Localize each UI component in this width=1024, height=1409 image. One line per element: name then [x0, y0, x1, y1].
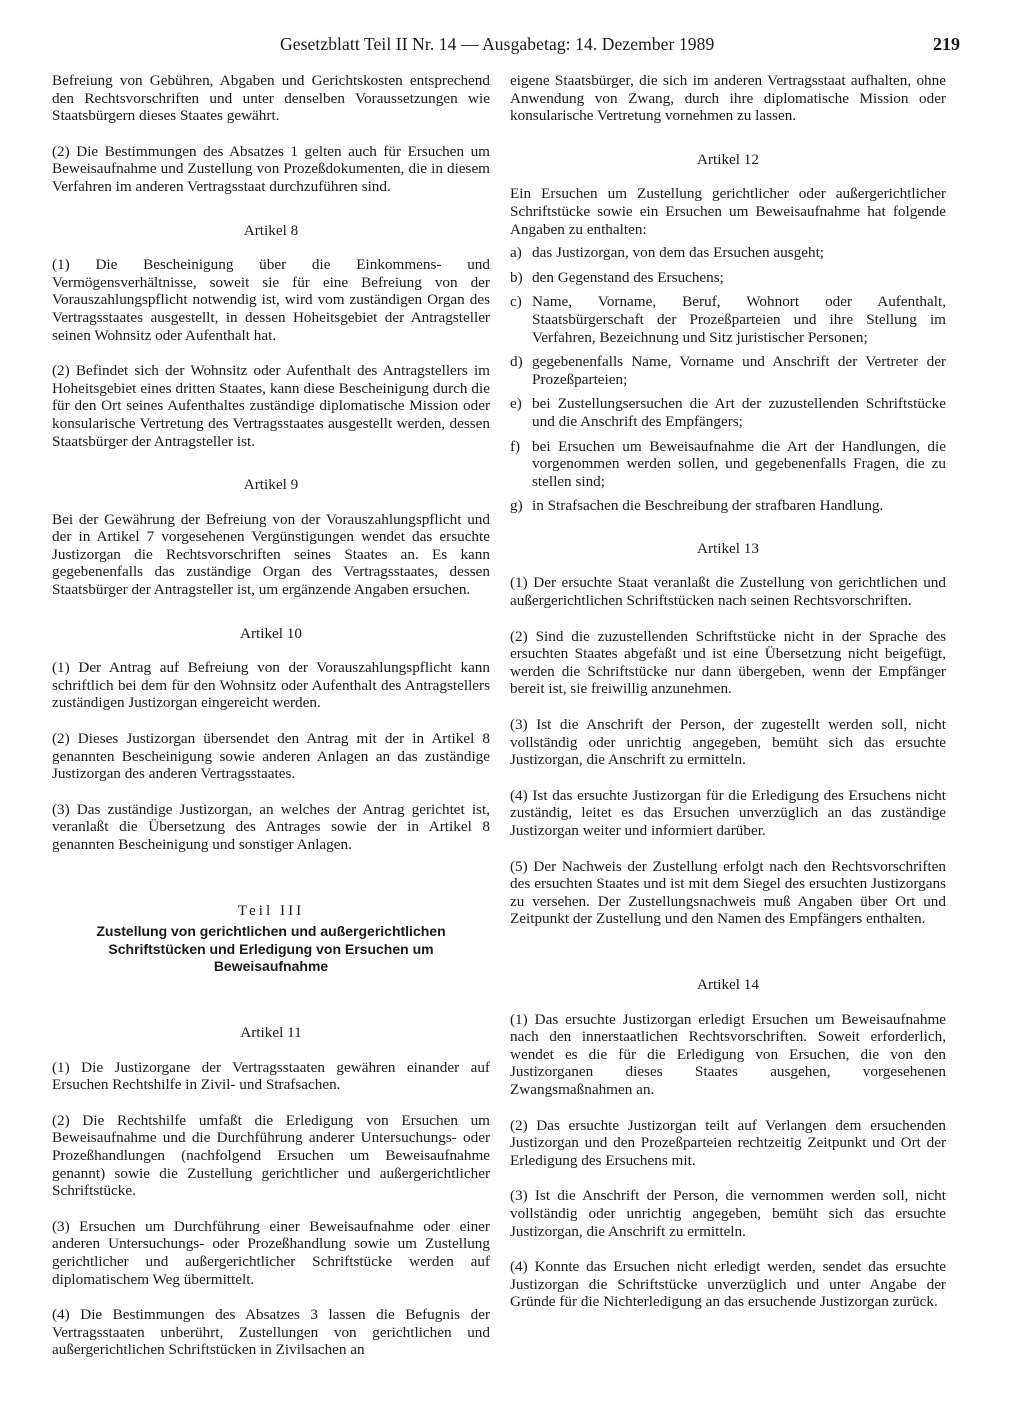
paragraph: (3) Ersuchen um Durchführung einer Beweisaufnahme oder einer anderen Untersuchungs- oder Prozeßhandlung sowie um Zustellung gerichtlicher und außergerichtlicher Schriftstücke werden auf diplomatischem Weg übermittelt. — [52, 1217, 490, 1288]
publication-title: Gesetzblatt Teil II Nr. 14 — Ausgabetag: 14. Dezember 1989 — [280, 34, 715, 54]
requirements-list — [510, 244, 946, 515]
paragraph: (1) Der Antrag auf Befreiung von der Vorauszahlungspflicht kann schriftlich bei dem für den Wohnsitz oder Aufenthalt des Antragstellers zuständigen Justizorgan eingereicht werden. — [52, 659, 490, 712]
right-column — [510, 72, 946, 1311]
article-heading: Artikel 8 — [243, 221, 299, 239]
paragraph: (4) Ist das ersuchte Justizorgan für die Erledigung des Ersuchens nicht zuständig, leitet es das Ersuchen unverzüglich an das zuständige Justizorgan weiter und informiert darüber. — [510, 786, 946, 839]
paragraph: (2) Dieses Justizorgan übersendet den Antrag mit der in Artikel 8 genannten Bescheinigung sowie anderen Anlagen an das zuständige Justizorgan des anderen Vertragsstaates. — [52, 730, 490, 783]
list-item: a) das Justizorgan, von dem das Ersuchen ausgeht; — [510, 244, 825, 262]
paragraph: (2) Sind die zuzustellenden Schriftstücke nicht in der Sprache des ersuchten Staates abgefaßt und ist eine Übersetzung nicht beigefügt, werden die Schriftstücke nur dann übergeben, wenn der Empfänger bereit ist, sie freiwillig anzunehmen. — [510, 627, 946, 698]
paragraph: (1) Die Justizorgane der Vertragsstaaten gewähren einander auf Ersuchen Rechtshilfe in Zivil- und Strafsachen. — [52, 1058, 490, 1094]
page-header — [30, 34, 960, 58]
part-subtitle: Zustellung von gerichtlichen und außergerichtlichen Schriftstücken und Erledigung von Ersuchen um Beweisaufnahme — [96, 923, 446, 975]
paragraph: (3) Ist die Anschrift der Person, der zugestellt werden soll, nicht vollständig oder unrichtig angegeben, bemüht sich das ersuchte Justizorgan, die Anschrift zu ermitteln. — [510, 716, 946, 769]
paragraph: Befreiung von Gebühren, Abgaben und Gerichtskosten entsprechend den Rechtsvorschriften und unter denselben Voraussetzungen wie Staatsbürgern dieses Staates gewährt. — [52, 72, 490, 125]
part-heading: Teil III — [237, 901, 305, 919]
list-item: d) gegebenenfalls Name, Vorname und Anschrift der Vertreter der Prozeßparteien; — [510, 353, 946, 388]
list-item: e) bei Zustellungsersuchen die Art der zuzustellenden Schriftstücke und die Anschrift des Empfängers; — [510, 395, 946, 430]
paragraph: (1) Der ersuchte Staat veranlaßt die Zustellung von gerichtlichen und außergerichtlichen Schriftstücken nach seinen Rechtsvorschriften. — [510, 574, 946, 610]
paragraph: (3) Ist die Anschrift der Person, die vernommen werden soll, nicht vollständig oder unrichtig angegeben, bemüht sich das ersuchte Justizorgan, die Anschrift zu ermitteln. — [510, 1187, 946, 1240]
list-item: b) den Gegenstand des Ersuchens; — [510, 268, 724, 286]
paragraph: (2) Die Bestimmungen des Absatzes 1 gelten auch für Ersuchen um Beweisaufnahme und Zustellung von Prozeßdokumenten, die in diesem Verfahren im anderen Vertragsstaat durchzuführen sind. — [52, 142, 490, 195]
paragraph: (1) Das ersuchte Justizorgan erledigt Ersuchen um Beweisaufnahme nach den innerstaatlichen Rechtsvorschriften. Soweit erforderlich, wendet es die für die Erledigung von Ersuchen, die von den Justizorganen dieses Staates ausgehen, vorgesehenen Zwangsmaßnahmen an. — [510, 1010, 946, 1098]
list-item: c) Name, Vorname, Beruf, Wohnort oder Aufenthalt, Staatsbürgerschaft der Prozeßparteien und ihre Stellung im Verfahren, Bezeichnung und Sitz juristischer Personen; — [510, 293, 946, 346]
article-heading: Artikel 13 — [696, 539, 759, 557]
paragraph: eigene Staatsbürger, die sich im anderen Vertragsstaat aufhalten, ohne Anwendung von Zwang, durch ihre diplomatische Mission oder konsularische Vertretung vornehmen zu lassen. — [510, 72, 946, 125]
article-heading: Artikel 12 — [696, 150, 759, 168]
paragraph: (2) Die Rechtshilfe umfaßt die Erledigung von Ersuchen um Beweisaufnahme und die Durchführung anderer Untersuchungs- oder Prozeßhandlungen (nachfolgend Ersuchen um Beweisaufnahme genannt) sowie die Zustellung gerichtlicher und außergerichtlicher Schriftstücke. — [52, 1111, 490, 1200]
list-item: g) in Strafsachen die Beschreibung der strafbaren Handlung. — [510, 497, 884, 515]
paragraph: (2) Das ersuchte Justizorgan teilt auf Verlangen dem ersuchenden Justizorgan und den Prozeßparteien rechtzeitig Zeitpunkt und Ort der Erledigung des Ersuchens mit. — [510, 1116, 946, 1169]
article-heading: Artikel 9 — [243, 476, 299, 494]
paragraph: (5) Der Nachweis der Zustellung erfolgt nach den Rechtsvorschriften des ersuchten Staates und ist mit dem Siegel des ersuchten Justizorgans zu versehen. Der Zustellungsnachweis muß Angaben über Ort und Zeitpunkt der Zustellung und den Namen des Empfängers enthalten. — [510, 857, 946, 928]
left-column — [52, 72, 490, 1359]
paragraph: (4) Die Bestimmungen des Absatzes 3 lassen die Befugnis der Vertragsstaaten unberührt, Zustellungen von gerichtlichen und außergerichtlichen Schriftstücken in Zivilsachen an — [52, 1306, 490, 1359]
paragraph: (1) Die Bescheinigung über die Einkommens- und Vermögensverhältnisse, soweit sie für eine Befreiung von der Vorauszahlungspflicht notwendig ist, wird vom zuständigen Organ des Vertragsstaates ausgestellt, in dessen Hoheitsgebiet der Antragsteller seinen Wohnsitz oder Aufenthalt hat. — [52, 256, 490, 344]
article-heading: Artikel 10 — [239, 624, 302, 642]
paragraph: (4) Konnte das Ersuchen nicht erledigt werden, sendet das ersuchte Justizorgan die Schriftstücke unverzüglich und unter Angabe der Gründe für die Nichterledigung an das ersuchende Justizorgan zurück. — [510, 1258, 946, 1311]
list-item: f) bei Ersuchen um Beweisaufnahme die Art der Handlungen, die vorgenommen werden sollen, und gegebenenfalls Fragen, die zu stellen sind; — [510, 437, 946, 490]
paragraph: (3) Das zuständige Justizorgan, an welches der Antrag gerichtet ist, veranlaßt die Übersetzung des Antrages sowie der in Artikel 8 genannten Bescheinigung und sonstiger Anlagen. — [52, 800, 490, 853]
article-heading: Artikel 14 — [696, 975, 759, 993]
paragraph: (2) Befindet sich der Wohnsitz oder Aufenthalt des Antragstellers im Hoheitsgebiet eines dritten Staates, kann diese Bescheinigung durch die für den Ort seines Aufenthaltes zuständige diplomatische Mission oder konsularische Vertretung des Vertragsstaates ausgestellt werden, dessen Staatsbürger der Antragsteller ist. — [52, 362, 490, 450]
paragraph: Bei der Gewährung der Befreiung von der Vorauszahlungspflicht und der in Artikel 7 vorgesehenen Vergünstigungen wendet das ersuchte Justizorgan die Rechtsvorschriften seines Staates an. Es kann gegebenenfalls das zuständige Organ des Vertragsstaates, dessen Staatsbürger der Antragsteller ist, um ergänzende Angaben ersuchen. — [52, 510, 490, 599]
article-heading: Artikel 11 — [240, 1023, 302, 1041]
page-number: 219 — [933, 34, 960, 54]
paragraph: Ein Ersuchen um Zustellung gerichtlicher oder außergerichtlicher Schriftstücke sowie ein Ersuchen um Beweisaufnahme hat folgende Angaben zu enthalten: — [510, 185, 946, 238]
